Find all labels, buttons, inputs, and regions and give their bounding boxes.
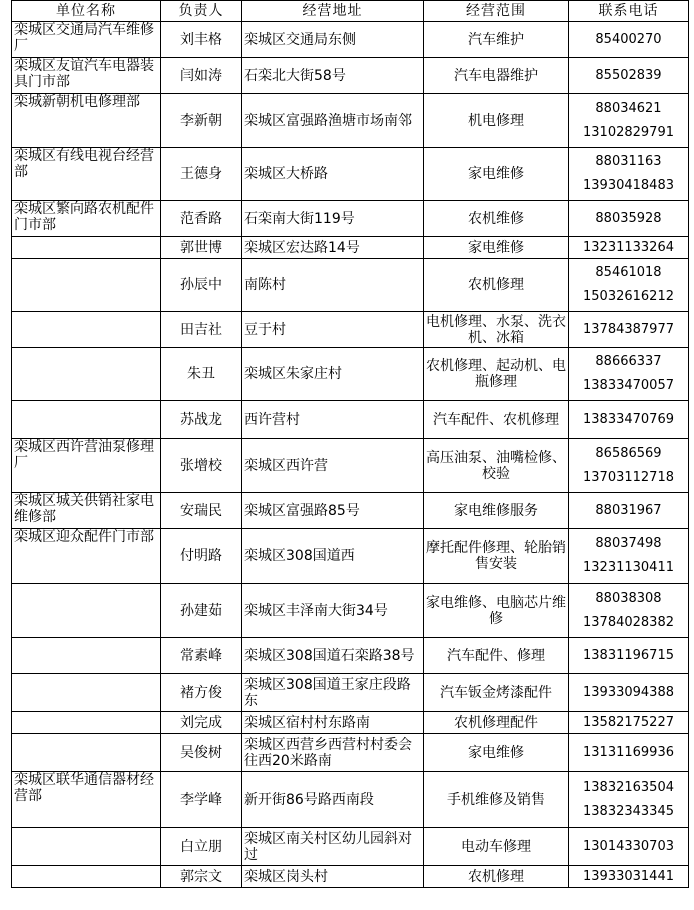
phone-cell <box>569 237 689 259</box>
unit-cell <box>12 712 161 734</box>
table-row <box>12 712 689 734</box>
person-cell: 李学峰 <box>161 772 242 828</box>
header-address: 经营地址 <box>242 1 424 22</box>
scope-cell: 电动车修理 <box>424 828 569 866</box>
phone-cell <box>569 94 689 148</box>
phone-cell <box>569 584 689 638</box>
phone-number: 13933031441 <box>583 868 674 884</box>
scope-cell: 高压油泵、油嘴检修、校验 <box>424 439 569 493</box>
unit-cell <box>12 348 161 401</box>
phone-number: 13582175227 <box>583 714 674 730</box>
address-cell: 栾城区宏达路14号 <box>242 237 424 259</box>
phone-number: 13784028382 <box>583 614 674 630</box>
address-cell: 新开街86号路西南段 <box>242 772 424 828</box>
unit-cell <box>12 584 161 638</box>
address-cell: 栾城区西许营 <box>242 439 424 493</box>
phone-number: 13703112718 <box>583 469 674 485</box>
scope-cell: 农机修理 <box>424 866 569 888</box>
phone-cell <box>569 259 689 312</box>
phone-number: 13832343345 <box>583 803 674 819</box>
unit-cell: 栾城区城关供销社家电维修部 <box>12 493 161 529</box>
phone-number: 88031163 <box>595 154 662 169</box>
address-cell: 栾城区宿村村东路南 <box>242 712 424 734</box>
unit-cell: 栾城区交通局汽车维修厂 <box>12 22 161 58</box>
unit-cell <box>12 828 161 866</box>
address-cell: 栾城区308国道王家庄段路东 <box>242 674 424 712</box>
phone-cell <box>569 712 689 734</box>
phone-number: 13833470057 <box>583 378 674 393</box>
address-cell: 石栾南大街119号 <box>242 201 424 237</box>
table-row <box>12 828 689 866</box>
phone-number: 88666337 <box>595 354 662 369</box>
person-cell: 常素峰 <box>161 638 242 674</box>
person-cell: 刘丰格 <box>161 22 242 58</box>
phone-number: 13131169936 <box>583 744 674 760</box>
scope-cell: 农机维修 <box>424 201 569 237</box>
person-cell: 苏战龙 <box>161 401 242 439</box>
person-cell: 安瑞民 <box>161 493 242 529</box>
phone-cell <box>569 58 689 94</box>
phone-cell <box>569 674 689 712</box>
unit-cell <box>12 674 161 712</box>
address-cell: 栾城区富强路渔塘市场南邻 <box>242 94 424 148</box>
address-cell: 栾城区大桥路 <box>242 148 424 201</box>
phone-cell <box>569 401 689 439</box>
scope-cell: 家电维修服务 <box>424 493 569 529</box>
header-row <box>12 1 689 22</box>
scope-cell: 汽车电器维护 <box>424 58 569 94</box>
address-cell: 栾城区交通局东侧 <box>242 22 424 58</box>
table-row <box>12 734 689 772</box>
scope-cell: 手机维修及销售 <box>424 772 569 828</box>
person-cell: 白立朋 <box>161 828 242 866</box>
unit-cell: 栾城区西许营油泵修理厂 <box>12 439 161 493</box>
phone-number: 13831196715 <box>583 647 674 663</box>
phone-number: 88031967 <box>595 502 662 518</box>
table-row <box>12 529 689 584</box>
table-row <box>12 259 689 312</box>
address-cell: 石栾北大街58号 <box>242 58 424 94</box>
scope-cell: 机电修理 <box>424 94 569 148</box>
unit-cell: 栾城区联华通信器材经营部 <box>12 772 161 828</box>
address-cell: 栾城区岗头村 <box>242 866 424 888</box>
scope-cell: 农机修理、起动机、电瓶修理 <box>424 348 569 401</box>
address-cell: 栾城区西营乡西营村村委会往西20米路南 <box>242 734 424 772</box>
person-cell: 刘完成 <box>161 712 242 734</box>
unit-cell <box>12 259 161 312</box>
table-row <box>12 772 689 828</box>
address-cell: 栾城区朱家庄村 <box>242 348 424 401</box>
phone-number: 13930418483 <box>583 178 674 193</box>
address-cell: 栾城区308国道石栾路38号 <box>242 638 424 674</box>
phone-number: 13231130411 <box>583 560 674 575</box>
address-cell: 豆于村 <box>242 312 424 348</box>
phone-number: 13833470769 <box>583 411 674 427</box>
person-cell: 田吉社 <box>161 312 242 348</box>
phone-number: 88037498 <box>595 536 662 551</box>
phone-cell <box>569 439 689 493</box>
phone-number: 86586569 <box>595 445 662 461</box>
person-cell: 范香路 <box>161 201 242 237</box>
phone-cell <box>569 638 689 674</box>
phone-cell <box>569 828 689 866</box>
phone-number: 88034621 <box>595 100 662 116</box>
header-phone: 联系电话 <box>569 1 689 22</box>
scope-cell: 电机修理、水泵、洗衣机、冰箱 <box>424 312 569 348</box>
person-cell: 吴俊树 <box>161 734 242 772</box>
unit-cell: 栾城区有线电视台经营部 <box>12 148 161 201</box>
phone-number: 88035928 <box>595 210 662 226</box>
person-cell: 郭世博 <box>161 237 242 259</box>
scope-cell: 汽车维护 <box>424 22 569 58</box>
scope-cell: 家电维修 <box>424 148 569 201</box>
phone-number: 13231133264 <box>583 239 674 255</box>
phone-cell <box>569 772 689 828</box>
header-person: 负责人 <box>161 1 242 22</box>
scope-cell: 农机修理配件 <box>424 712 569 734</box>
phone-number: 85461018 <box>595 265 662 280</box>
table-row <box>12 201 689 237</box>
address-cell: 南陈村 <box>242 259 424 312</box>
scope-cell: 家电维修、电脑芯片维修 <box>424 584 569 638</box>
phone-cell <box>569 493 689 529</box>
person-cell: 郭宗文 <box>161 866 242 888</box>
unit-cell <box>12 734 161 772</box>
scope-cell: 家电维修 <box>424 237 569 259</box>
phone-cell <box>569 22 689 58</box>
table-row <box>12 866 689 888</box>
scope-cell: 汽车配件、农机修理 <box>424 401 569 439</box>
table-row <box>12 493 689 529</box>
scope-cell: 摩托配件修理、轮胎销售安装 <box>424 529 569 584</box>
table-row <box>12 348 689 401</box>
address-cell: 栾城区富强路85号 <box>242 493 424 529</box>
scope-cell: 农机修理 <box>424 259 569 312</box>
phone-cell <box>569 734 689 772</box>
person-cell: 张增校 <box>161 439 242 493</box>
person-cell: 李新朝 <box>161 94 242 148</box>
table-row <box>12 439 689 493</box>
person-cell: 孙辰中 <box>161 259 242 312</box>
unit-cell <box>12 638 161 674</box>
header-unit: 单位名称 <box>12 1 161 22</box>
phone-cell <box>569 312 689 348</box>
table-row <box>12 94 689 148</box>
phone-cell <box>569 148 689 201</box>
phone-cell <box>569 201 689 237</box>
person-cell: 闫如涛 <box>161 58 242 94</box>
phone-cell <box>569 529 689 584</box>
table-body <box>12 22 689 888</box>
header-scope: 经营范围 <box>424 1 569 22</box>
person-cell: 褚方俊 <box>161 674 242 712</box>
table-row <box>12 312 689 348</box>
address-cell: 栾城区丰泽南大街34号 <box>242 584 424 638</box>
repair-shop-table <box>11 0 689 888</box>
table-row <box>12 237 689 259</box>
phone-number: 13933094388 <box>583 684 674 700</box>
unit-cell <box>12 237 161 259</box>
unit-cell: 栾城新朝机电修理部 <box>12 94 161 148</box>
table-row <box>12 674 689 712</box>
phone-cell <box>569 866 689 888</box>
phone-number: 13784387977 <box>583 321 674 337</box>
scope-cell: 汽车配件、修理 <box>424 638 569 674</box>
unit-cell <box>12 866 161 888</box>
person-cell: 朱丑 <box>161 348 242 401</box>
address-cell: 栾城区308国道西 <box>242 529 424 584</box>
phone-number: 13832163504 <box>583 779 674 795</box>
phone-number: 13014330703 <box>583 838 674 854</box>
table-row <box>12 584 689 638</box>
person-cell: 王德身 <box>161 148 242 201</box>
address-cell: 西许营村 <box>242 401 424 439</box>
unit-cell: 栾城区友谊汽车电器装具门市部 <box>12 58 161 94</box>
table-row <box>12 58 689 94</box>
unit-cell: 栾城区迎众配件门市部 <box>12 529 161 584</box>
table-row <box>12 638 689 674</box>
address-cell: 栾城区南关村区幼儿园斜对过 <box>242 828 424 866</box>
person-cell: 付明路 <box>161 529 242 584</box>
scope-cell: 汽车钣金烤漆配件 <box>424 674 569 712</box>
table-row <box>12 401 689 439</box>
unit-cell: 栾城区繁向路农机配件门市部 <box>12 201 161 237</box>
unit-cell <box>12 312 161 348</box>
phone-cell <box>569 348 689 401</box>
table-row <box>12 22 689 58</box>
person-cell: 孙建茹 <box>161 584 242 638</box>
phone-number: 13102829791 <box>583 124 674 140</box>
phone-number: 85400270 <box>595 31 662 47</box>
phone-number: 88038308 <box>595 590 662 606</box>
scope-cell: 家电维修 <box>424 734 569 772</box>
phone-number: 85502839 <box>595 67 662 83</box>
phone-number: 15032616212 <box>583 289 674 304</box>
table-row <box>12 148 689 201</box>
unit-cell <box>12 401 161 439</box>
